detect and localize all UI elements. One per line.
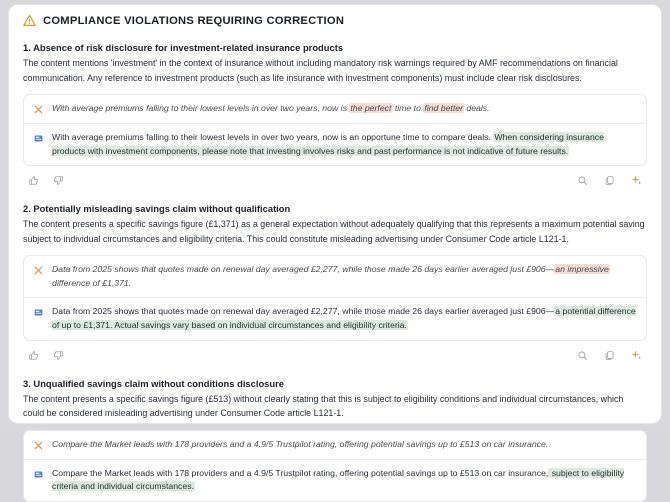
suggestion-card-icon: [33, 468, 44, 481]
text-fragment: difference of £1,371.: [52, 277, 132, 288]
search-icon[interactable]: [576, 174, 589, 187]
violations-list: [21, 41, 649, 502]
violation-description: The content mentions 'investment' in the context of insurance without including mandatory risk warnings required by AMF recommendations on financial communication. Any reference to investment products (such as life insurance with investment components) must include clear risk disclosures.: [23, 58, 618, 83]
text-fragment: Data from 2025 shows that quotes made on renewal day averaged £2,277, while those made 26 days earlier averaged just £906—: [52, 264, 555, 275]
copy-icon[interactable]: [603, 174, 616, 187]
suggested-text: [52, 305, 636, 332]
text-fragment: Compare the Market leads with 178 providers and a 4.9/5 Trustpilot rating, offering potential savings up to £513 on car insurance,: [52, 467, 549, 478]
sparkle-plus-icon[interactable]: [630, 174, 643, 187]
remove-x-icon: [33, 439, 44, 452]
suggested-text: [52, 467, 636, 494]
added-text-highlight: When considering insurance products with investment components, please note that investing involves risks and past performance is not indicative of future results.: [52, 132, 604, 156]
text-fragment: Compare the Market leads with 178 providers and a 4.9/5 Trustpilot rating, offering potential savings up to £513 on car insurance.: [52, 438, 549, 449]
text-fragment: time to: [392, 103, 424, 113]
added-text-highlight: a potential difference of up to £1,371. Actual savings vary based on individual circumstances and eligibility criteria.: [52, 306, 636, 330]
violation-title: 3. Unqualified savings claim without conditions disclosure: [23, 377, 284, 389]
thumbs-up-icon[interactable]: [27, 349, 40, 362]
action-bar: [23, 342, 647, 366]
action-bar: [23, 167, 647, 191]
thumbs-down-icon[interactable]: [52, 349, 65, 362]
original-text-row: [24, 256, 646, 297]
comparison-block: [23, 430, 647, 502]
suggestion-card-icon: [33, 306, 44, 319]
violation-description: The content presents a specific savings figure (£1,371) as a general expectation without adequately qualifying that this represents a maximum potential saving subject to individual circumstances and eligibility criteria. This could constitute misleading advertising under Consumer Code article L121-1.: [23, 219, 645, 244]
remove-x-icon: [33, 264, 44, 277]
text-fragment: With average premiums falling to their lowest levels in over two years, now is an opportune time to compare deals.: [52, 132, 494, 142]
thumbs-down-icon[interactable]: [52, 174, 65, 187]
tool-actions: [576, 174, 643, 187]
removed-text-highlight: the perfect: [350, 103, 392, 113]
violation-description: The content presents a specific savings figure (£513) without clearly stating that this is subject to eligibility conditions and individual circumstances, which could be considered misleading advertising under Consumer Code article L121-1.: [23, 393, 624, 419]
sparkle-plus-icon[interactable]: [630, 349, 643, 362]
compliance-violations-card: [8, 4, 662, 492]
original-text: [52, 438, 636, 452]
feedback-actions: [27, 349, 65, 362]
suggestion-card-icon: [33, 132, 44, 145]
comparison-block: [23, 94, 647, 166]
thumbs-up-icon[interactable]: [27, 174, 40, 187]
suggested-text-row: [24, 297, 646, 339]
copy-icon[interactable]: [603, 349, 616, 362]
warning-triangle-icon: [23, 14, 36, 27]
violation-title: 2. Potentially misleading savings claim without qualification: [23, 203, 291, 215]
page-title: COMPLIANCE VIOLATIONS REQUIRING CORRECTION: [43, 14, 345, 27]
feedback-actions: [27, 174, 65, 187]
violation-title: 1. Absence of risk disclosure for investment-related insurance products: [23, 42, 344, 53]
added-text-highlight: subject to eligibility criteria and individual circumstances.: [52, 467, 625, 492]
search-icon[interactable]: [576, 349, 589, 362]
suggested-text-row: [24, 459, 646, 501]
text-fragment: Data from 2025 shows that quotes made on renewal day averaged £2,277, while those made 26 days earlier averaged just £906—: [52, 306, 555, 317]
violation-item: [21, 377, 649, 502]
remove-x-icon: [33, 103, 44, 116]
original-text-row: [24, 431, 646, 459]
card-header: [21, 5, 649, 27]
suggested-text: [52, 131, 636, 158]
removed-text-highlight: find better: [424, 103, 463, 113]
tool-actions: [576, 349, 643, 362]
suggested-text-row: [24, 123, 646, 165]
original-text: [52, 263, 636, 290]
original-text: [52, 102, 636, 116]
removed-text-highlight: an impressive: [555, 264, 609, 275]
text-fragment: With average premiums falling to their lowest levels in over two years, now is: [52, 103, 350, 113]
text-fragment: deals.: [463, 103, 490, 113]
original-text-row: [24, 95, 646, 123]
violation-item: [21, 41, 649, 191]
comparison-block: [23, 255, 647, 340]
violation-item: [21, 202, 649, 365]
